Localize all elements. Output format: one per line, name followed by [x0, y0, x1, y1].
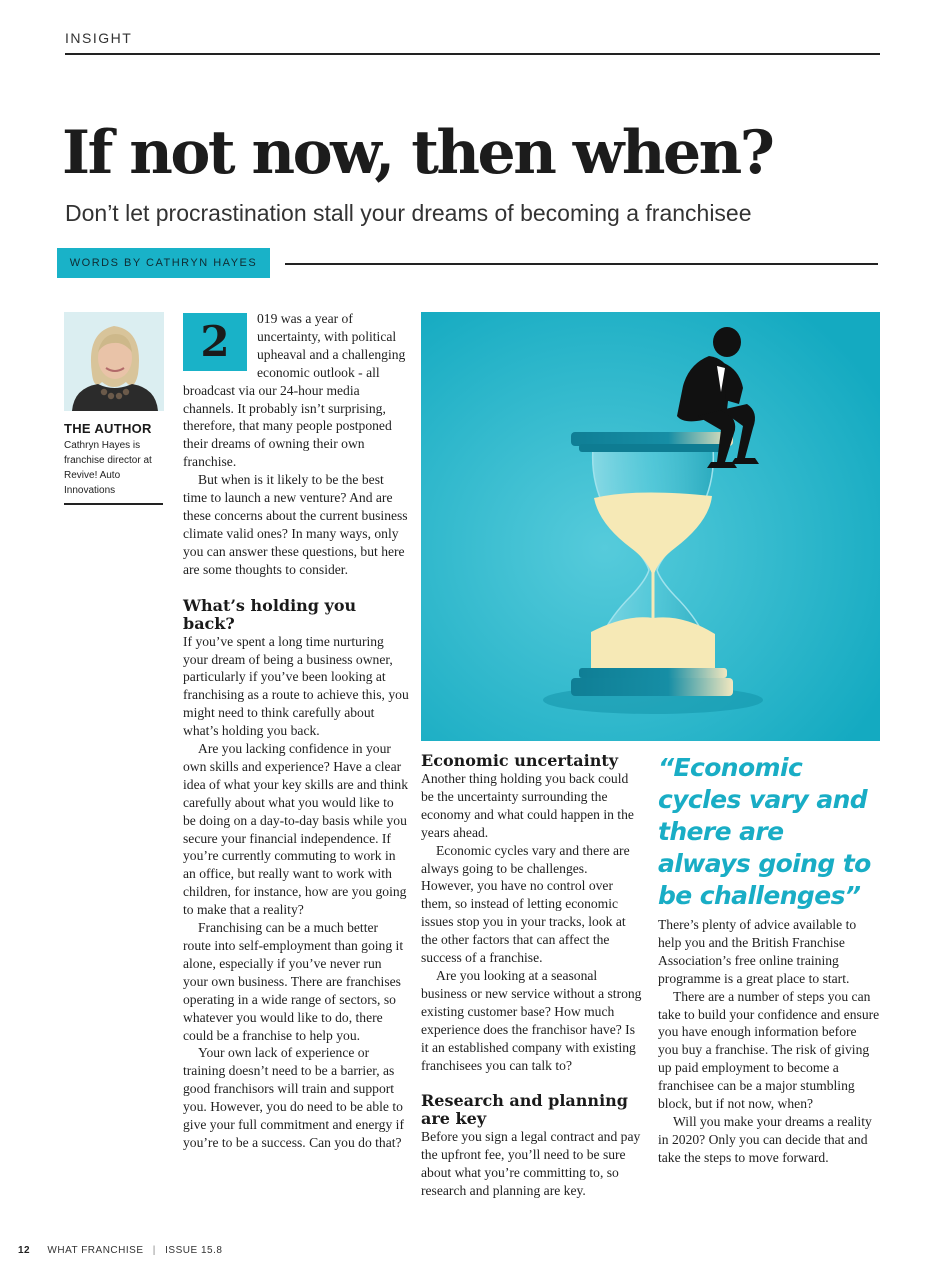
body-paragraph: Another thing holding you back could be the uncertainty surrounding the economy and what could happen in the years ahead. [421, 771, 634, 840]
byline-divider [285, 263, 878, 265]
publication-name: WHAT FRANCHISE [47, 1245, 144, 1256]
intro-paragraph: But when is it likely to be the best time to launch a new venture? And are these concerns about the current business climate valid ones? In many ways, only you can answer these questions, but here are some thoughts to consider. [183, 472, 408, 577]
hourglass-icon [421, 312, 880, 741]
author-heading: THE AUTHOR [64, 421, 152, 436]
author-photo [64, 312, 164, 411]
page-footer [18, 1245, 222, 1256]
article-standfirst: Don’t let procrastination stall your dreams of becoming a franchisee [65, 200, 752, 226]
article-column-3 [658, 916, 880, 1167]
author-bio: Cathryn Hayes is franchise director at Revive! Auto Innovations [64, 440, 152, 496]
body-paragraph: Are you looking at a seasonal business or new service without a strong existing customer base? How much experience does the franchisor have? Is it an established company with existing franchisees you can talk to? [421, 967, 642, 1073]
article-title: If not now, then when? [62, 118, 773, 188]
article-column-2 [421, 752, 643, 1200]
hourglass-illustration [421, 312, 880, 741]
byline-badge [57, 248, 270, 278]
body-paragraph: Are you lacking confidence in your own skills and experience? Have a clear idea of what your key skills are and think carefully about what you would like to be doing on a day-to-day basis while you secure your financial independence. If you’re currently commuting to work in an office, but really want to work with children, for instance, how are you going to make that a reality? [183, 741, 408, 918]
section-label: INSIGHT [65, 30, 133, 46]
drop-cap: 2 [183, 313, 247, 371]
subheading-economic-uncertainty: Economic uncertainty [421, 751, 619, 770]
pull-quote: “Economic cycles vary and there are always going to be challenges” [658, 753, 871, 910]
body-paragraph: Franchising can be a much better route into self-employment than going it alone, especially if you’ve never run your own business. There are franchises operating in a wide range of sectors, so whatever you would like to do, there could be a franchise to help you. [183, 920, 404, 1043]
author-divider [64, 503, 163, 505]
body-paragraph: Will you make your dreams a reality in 2020? Only you can decide that and take the steps to move forward. [658, 1113, 872, 1165]
footer-separator: | [152, 1245, 156, 1256]
body-paragraph: If you’ve spent a long time nurturing your dream of being a business owner, particularly if you’ve been looking at franchising as a route to achieve this, you might need to think carefully about what’s holding you back. [183, 633, 409, 739]
intro-paragraph: 019 was a year of uncertainty, with political upheaval and a challenging economic outlook - all broadcast via our 24-hour media channels. It probably isn’t surprising, therefore, that many people postponed their dreams of owning their own franchise. [183, 311, 406, 470]
body-paragraph: There are a number of steps you can take to build your confidence and ensure you have enough information before you buy a franchise. The risk of giving up paid employment to become a franchisee can be a major stumbling block, but if not now, when? [658, 988, 880, 1112]
top-divider [65, 53, 880, 55]
subheading-holding-back: What’s holding you back? [183, 595, 357, 633]
article-column-1 [183, 310, 409, 1152]
subheading-research-planning: Research and planning are key [421, 1091, 628, 1129]
author-portrait-image [64, 312, 164, 411]
body-paragraph: There’s plenty of advice available to help you and the British Franchise Association’s free online training programme is a great place to start. [658, 917, 857, 986]
page-number: 12 [18, 1245, 31, 1256]
body-paragraph: Before you sign a legal contract and pay the upfront fee, you’ll need to be sure about what you’re committing to, so research and planning are key. [421, 1129, 641, 1199]
byline-text: WORDS BY CATHRYN HAYES [69, 257, 258, 269]
issue-number: ISSUE 15.8 [165, 1245, 223, 1256]
body-paragraph: Your own lack of experience or training doesn’t need to be a barrier, as good franchisors will train and support you. However, you do need to be able to give your full commitment and energy if you’re to be a success. Can you do that? [183, 1045, 404, 1150]
body-paragraph: Economic cycles vary and there are always going to be challenges. However, you have no control over them, so instead of letting economic issues stop you in your tracks, look at the other factors that can affect the success of a franchise. [421, 842, 630, 966]
